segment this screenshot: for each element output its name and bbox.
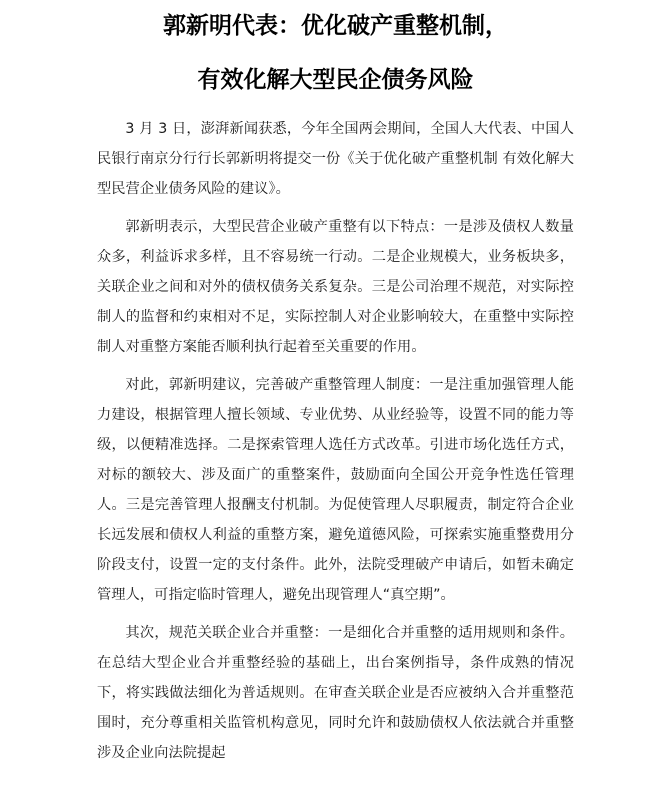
article-paragraph-4: 其次，规范关联企业合并重整：一是细化合并重整的适用规则和条件。在总结大型企业合并重整经验的基础上，出台案例指导，条件成熟的情况下，将实践做法细化为普适规则。在审查关联企业是否应被纳入合并重整范围时，充分尊重相关监管机构意见，同时允许和鼓励债权人依法就合并重整涉及企业向法院提起	[97, 625, 574, 761]
article-title	[97, 10, 574, 96]
article-title-line-1: 郭新明代表：优化破产重整机制，	[163, 13, 508, 39]
article-body	[97, 114, 574, 768]
article-paragraph-1: 3 月 3 日，澎湃新闻获悉，今年全国两会期间，全国人大代表、中国人民银行南京分行行长郭新明将提交一份《关于优化破产重整机制 有效化解大型民营企业债务风险的建议》。	[97, 121, 574, 197]
article-paragraph-2: 郭新明表示，大型民营企业破产重整有以下特点：一是涉及债权人数量众多，利益诉求多样，且不容易统一行动。二是企业规模大，业务板块多，关联企业之间和对外的债权债务关系复杂。三是公司治理不规范，对实际控制人的监督和约束相对不足，实际控制人对企业影响较大，在重整中实际控制人对重整方案能否顺利执行起着至关重要的作用。	[97, 219, 574, 355]
article-paragraph-3: 对此，郭新明建议，完善破产重整管理人制度：一是注重加强管理人能力建设，根据管理人擅长领域、专业优势、从业经验等，设置不同的能力等级，以便精准选择。二是探索管理人选任方式改革。引进市场化选任方式，对标的额较大、涉及面广的重整案件，鼓励面向全国公开竞争性选任管理人。三是完善管理人报酬支付机制。为促使管理人尽职履责，制定符合企业长远发展和债权人利益的重整方案，避免道德风险，可探索实施重整费用分阶段支付，设置一定的支付条件。此外，法院受理破产申请后，如暂未确定管理人，可指定临时管理人，避免出现管理人“真空期”。	[97, 377, 574, 603]
article-title-line-2: 有效化解大型民企债务风险	[197, 67, 474, 93]
